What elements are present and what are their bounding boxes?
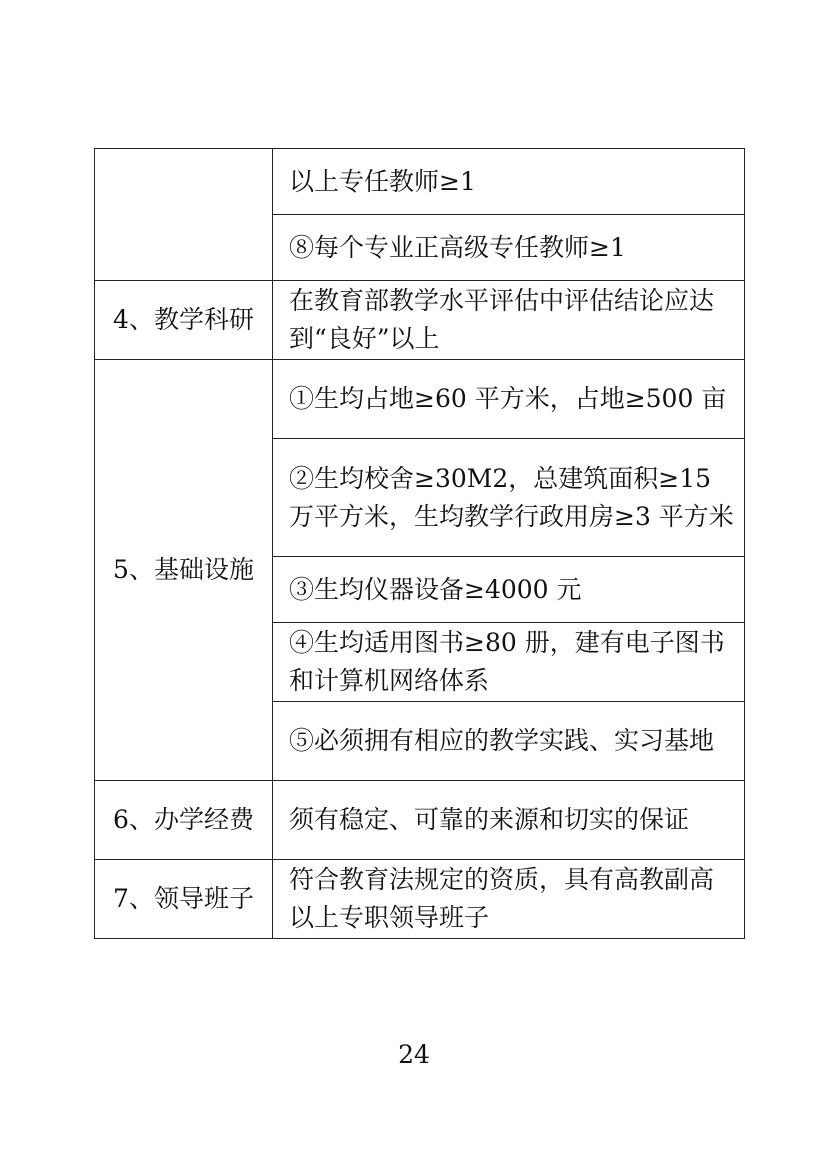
criteria-cell: 在教育部教学水平评估中评估结论应达到“良好”以上	[273, 281, 745, 360]
category-cell-empty	[95, 149, 273, 281]
criteria-cell: ③生均仪器设备≥4000 元	[273, 557, 745, 623]
category-label: 6、办学经费	[113, 805, 254, 834]
category-label: 5、基础设施	[113, 555, 254, 584]
table-row	[95, 149, 745, 215]
criteria-cell: ④生均适用图书≥80 册，建有电子图书和计算机网络体系	[273, 623, 745, 702]
criteria-cell: ⑧每个专业正高级专任教师≥1	[273, 215, 745, 281]
requirements-table	[94, 148, 745, 939]
page-number: 24	[398, 1040, 430, 1069]
criteria-cell: 以上专任教师≥1	[273, 149, 745, 215]
criteria-cell: 符合教育法规定的资质，具有高教副高以上专职领导班子	[273, 860, 745, 939]
category-label: 7、领导班子	[113, 884, 254, 913]
table-row	[95, 781, 745, 860]
table-row	[95, 860, 745, 939]
table-row	[95, 281, 745, 360]
category-cell	[95, 781, 273, 860]
criteria-cell: ①生均占地≥60 平方米，占地≥500 亩	[273, 360, 745, 439]
criteria-cell: ⑤必须拥有相应的教学实践、实习基地	[273, 702, 745, 781]
category-cell	[95, 360, 273, 781]
criteria-cell: ②生均校舍≥30M2，总建筑面积≥15 万平方米，生均教学行政用房≥3 平方米	[273, 439, 745, 557]
criteria-cell: 须有稳定、可靠的来源和切实的保证	[273, 781, 745, 860]
category-cell	[95, 281, 273, 360]
category-cell	[95, 860, 273, 939]
category-label: 4、教学科研	[113, 305, 254, 334]
table-row	[95, 360, 745, 439]
